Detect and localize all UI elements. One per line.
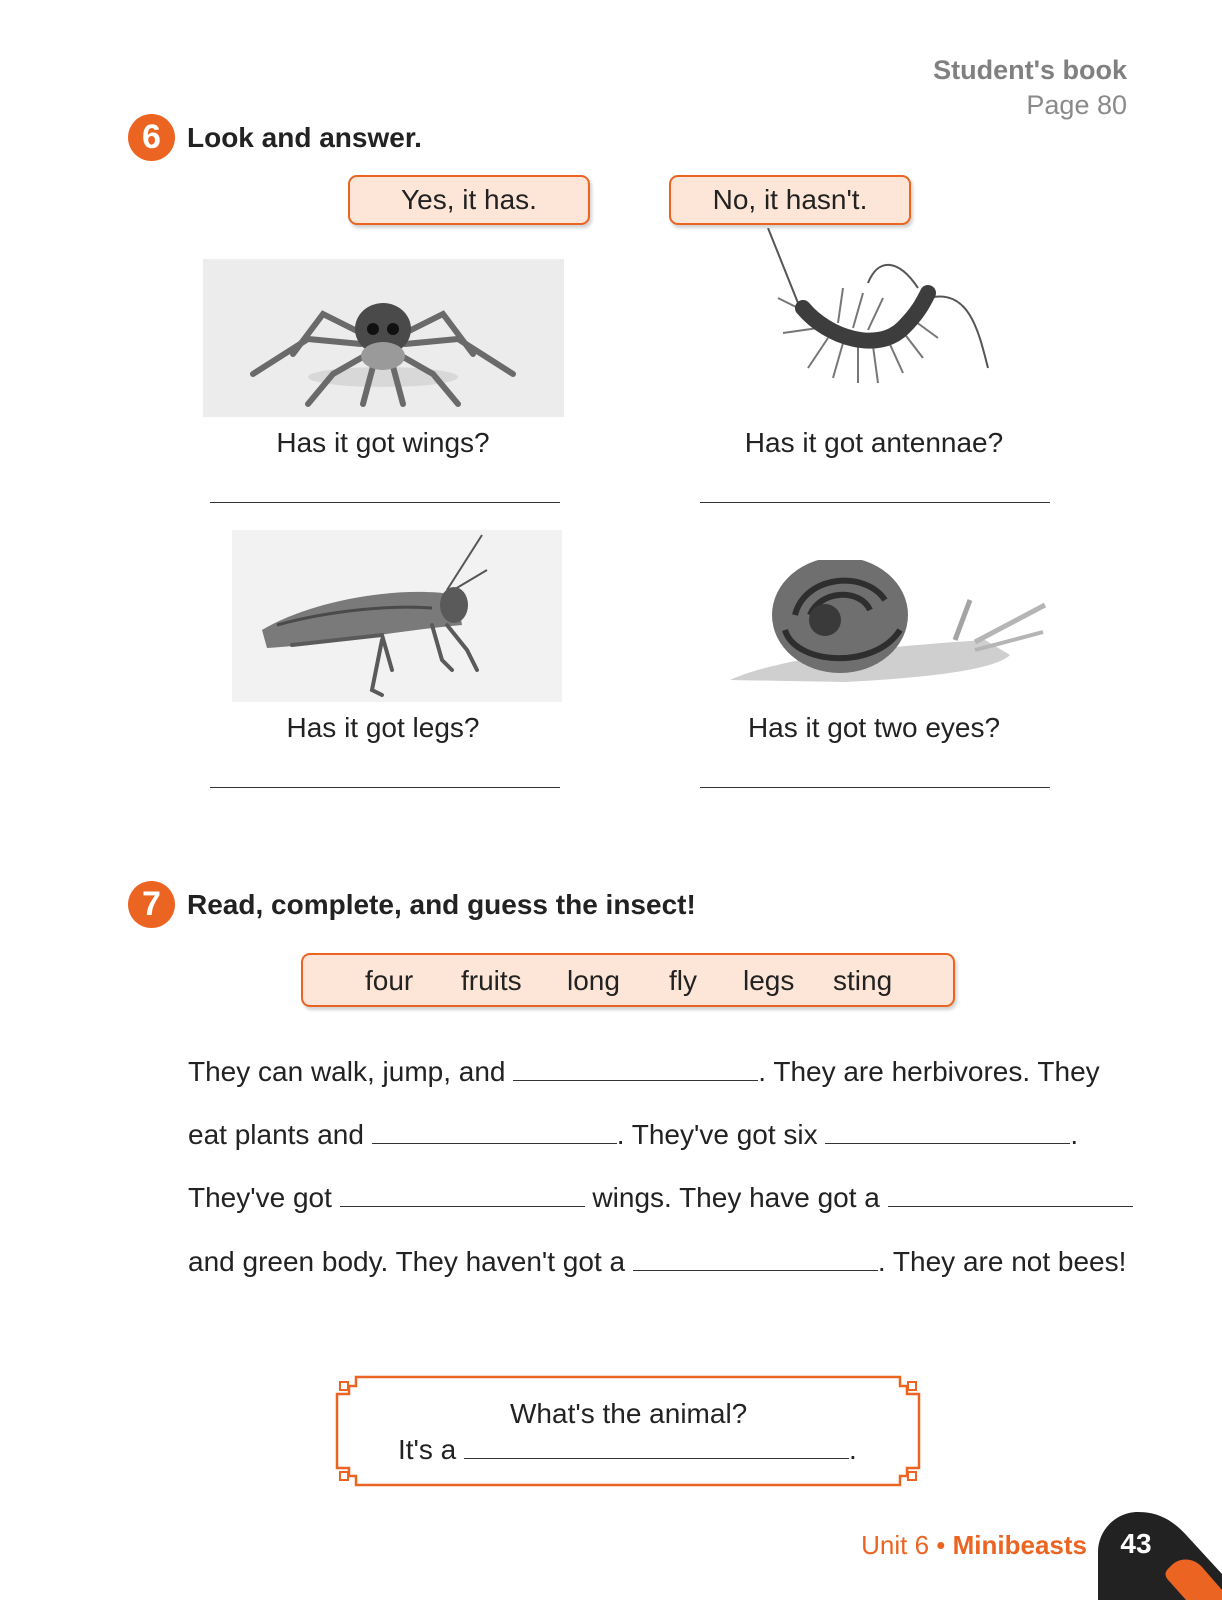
answer-line-two-eyes[interactable] [700,787,1050,788]
unit-label: Unit 6 [861,1530,930,1560]
word-bank-item: sting [833,965,893,996]
question-antennae: Has it got antennae? [744,427,1004,458]
answer-line-wings[interactable] [210,502,560,503]
blank-5[interactable] [888,1184,1133,1207]
blank-6[interactable] [633,1248,878,1271]
text-line-1: They can walk, jump, and . They are herbivores. They [188,1056,1100,1087]
centipede-image [728,228,998,408]
word-bank-item: legs [743,965,795,996]
answer-frame [328,1372,928,1490]
reference-page: Page 80 [1026,90,1127,120]
reference-title: Student's book [933,55,1127,85]
final-question: What's the animal? [510,1398,748,1429]
exercise-7-number: 7 [128,881,175,928]
unit-topic: Minibeasts [952,1530,1087,1560]
final-answer-blank[interactable] [464,1436,849,1459]
final-answer: It's a . [398,1434,857,1465]
blank-2[interactable] [372,1121,617,1144]
page-number: 43 [1120,1528,1152,1559]
question-legs: Has it got legs? [286,712,480,743]
blank-3[interactable] [825,1121,1070,1144]
text-line-2: eat plants and . They've got six . [188,1119,1079,1150]
blank-4[interactable] [340,1184,585,1207]
blank-1[interactable] [513,1058,758,1081]
answer-option-no: No, it hasn't. [669,175,911,225]
exercise-7-instruction: Read, complete, and guess the insect! [187,889,696,920]
spider-image [203,259,564,417]
answer-line-antennae[interactable] [700,502,1050,503]
word-bank [301,953,955,1007]
question-two-eyes: Has it got two eyes? [747,712,1001,743]
answer-option-yes: Yes, it has. [348,175,590,225]
exercise-6-instruction: Look and answer. [187,122,422,153]
word-bank-item: long [567,965,620,996]
snail-image [725,560,1050,690]
footer-unit [861,1530,1087,1561]
exercise-6-number: 6 [128,114,175,161]
word-bank-item: fruits [461,965,522,996]
answer-line-legs[interactable] [210,787,560,788]
word-bank-item: four [365,965,414,996]
grasshopper-image [232,530,562,702]
question-wings: Has it got wings? [276,427,490,458]
text-line-3: They've got wings. They have got a [188,1182,1133,1214]
text-line-4: and green body. They haven't got a . They are not bees! [188,1246,1127,1277]
word-bank-item: fly [669,965,697,996]
bullet: • [936,1530,946,1560]
